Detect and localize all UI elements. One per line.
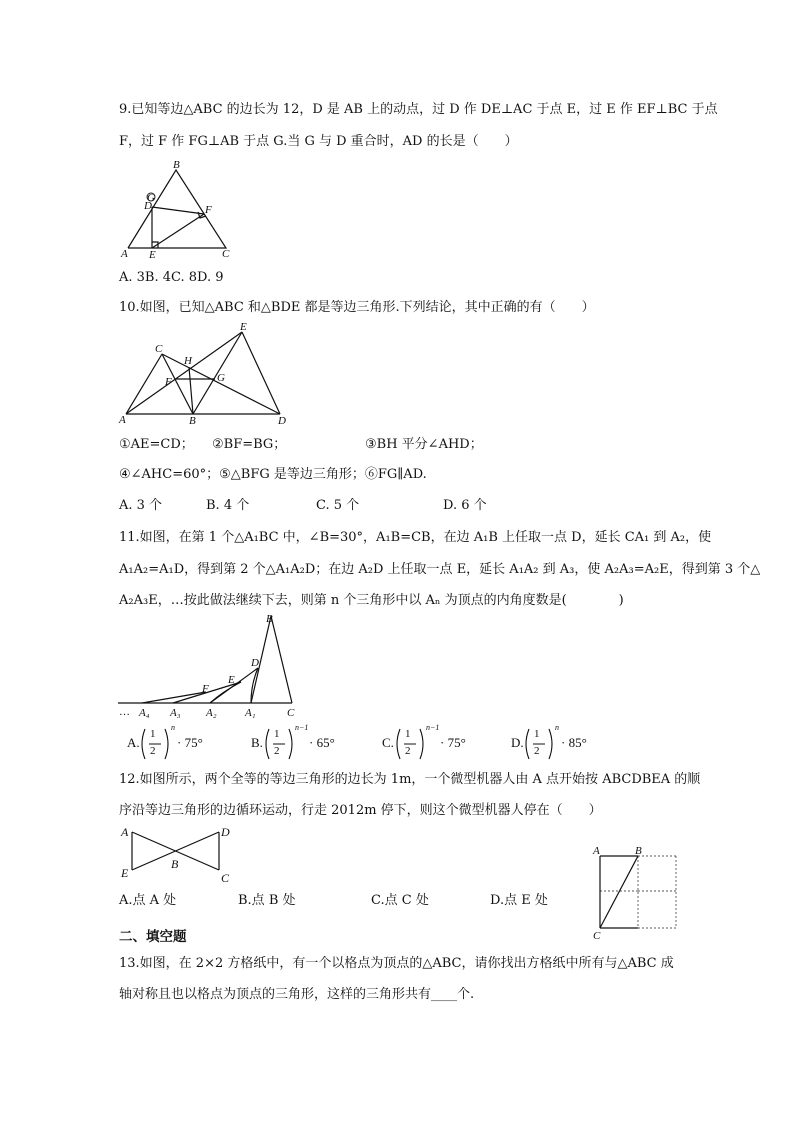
q12-text-line1: 12.如图所示，两个全等的等边三角形的边长为 1m，一个微型机器人由 A 点开始按 ABCDBEA 的顺 [119, 772, 701, 787]
q10-label-e: E [240, 321, 247, 333]
q9-label-e: E [149, 249, 156, 261]
q12-label-d: D [221, 825, 230, 839]
q10-label-d: D [278, 415, 286, 427]
q10-claim-1: ①AE=CD； [119, 437, 194, 452]
q12-label-c: C [221, 871, 230, 885]
q10-label-h: H [184, 355, 192, 367]
q9-label-f: F [205, 204, 212, 216]
q11-label-f: F [202, 683, 209, 695]
q10-figure [118, 322, 298, 430]
q10-stem: 10.如图，已知△ABC 和△BDE 都是等边三角形.下列结论，其中正确的有（ ） [119, 300, 595, 315]
q11-label-a3: A₃ [170, 707, 181, 719]
section-title: 二、填空题 [119, 929, 187, 945]
q12-option-a: A.点 A 处 [119, 893, 177, 908]
q10-label-f: F [165, 376, 172, 388]
q11-label-c: C [287, 707, 295, 719]
q13-grid-figure [590, 843, 680, 941]
q12-option-d: D.点 E 处 [490, 893, 548, 908]
q11-label-b: B [266, 613, 273, 625]
q9-text-line1: 9.已知等边△ABC 的边长为 12，D 是 AB 上的动点，过 D 作 DE⊥AC 于点 E，过 E 作 EF⊥BC 于点 [119, 102, 718, 117]
q10-claim-4: ④∠AHC=60°；⑤△BFG 是等边三角形；⑥FG∥AD. [119, 467, 427, 482]
q10-option-c: C. 5 个 [316, 498, 360, 513]
q13-text-line2: 轴对称且也以格点为顶点的三角形，这样的三角形共有____个. [119, 987, 475, 1002]
q10-label-g: G [217, 372, 225, 384]
q11-label-dots: … [119, 706, 130, 718]
q12-text-line2: 序沿等边三角形的边循环运动，行走 2012m 停下，则这个微型机器人停在（ ） [119, 803, 602, 818]
q10-option-b: B. 4 个 [206, 498, 250, 513]
q9-figure [118, 160, 248, 260]
q12-label-e: E [121, 866, 129, 880]
q9-label-a: A [121, 248, 128, 260]
q9-label-g: G [147, 192, 155, 204]
q11-label-a4: A₄ [139, 707, 150, 719]
q11-text-line2: A₁A₂=A₁D，得到第 2 个△A₁A₂D；在边 A₂D 上任取一点 E，延长 A₁A₂ 到 A₃，使 A₂A₃=A₂E，得到第 3 个△ [119, 562, 761, 577]
q10-claim-3: ③BH 平分∠AHD； [365, 437, 483, 452]
q10-claim-2: ②BF=BG； [212, 437, 287, 452]
q13-label-a: A [593, 845, 600, 857]
q10-label-b: B [189, 415, 196, 427]
q9-options: A. 3B. 4C. 8D. 9 [119, 270, 224, 285]
q10-label-a: A [119, 414, 126, 426]
q10-label-c: C [155, 343, 163, 355]
q11-label-a2: A₂ [206, 707, 217, 719]
q12-figure [118, 822, 242, 886]
q9-label-c: C [222, 248, 230, 260]
q12-label-a: A [121, 825, 129, 839]
q11-label-d: D [251, 657, 259, 669]
q13-label-c: C [593, 930, 601, 942]
q10-option-d: D. 6 个 [443, 498, 487, 513]
q9-text-line2: F，过 F 作 FG⊥AB 于点 G.当 G 与 D 重合时，AD 的长是（ ） [119, 134, 518, 149]
q13-label-b: B [635, 845, 642, 857]
q11-label-e: E [228, 674, 235, 686]
q9-label-b: B [173, 159, 180, 171]
q9-label-d: D [144, 200, 152, 212]
q13-text-line1: 13.如图，在 2×2 方格纸中，有一个以格点为顶点的△ABC，请你找出方格纸中所有与△ABC 成 [119, 956, 674, 971]
q11-text-line3: A₂A₃E，…按此做法继续下去，则第 n 个三角形中以 Aₙ 为顶点的内角度数是( ) [119, 593, 624, 608]
q11-figure [118, 612, 318, 720]
q11-label-a1: A₁ [245, 707, 256, 719]
q11-text-line1: 11.如图，在第 1 个△A₁BC 中，∠B=30°，A₁B=CB，在边 A₁B 上任取一点 D，延长 CA₁ 到 A₂，使 [119, 530, 712, 545]
q12-option-c: C.点 C 处 [371, 893, 429, 908]
q12-option-b: B.点 B 处 [238, 893, 296, 908]
q10-option-a: A. 3 个 [119, 498, 163, 513]
q12-label-b: B [171, 857, 179, 871]
